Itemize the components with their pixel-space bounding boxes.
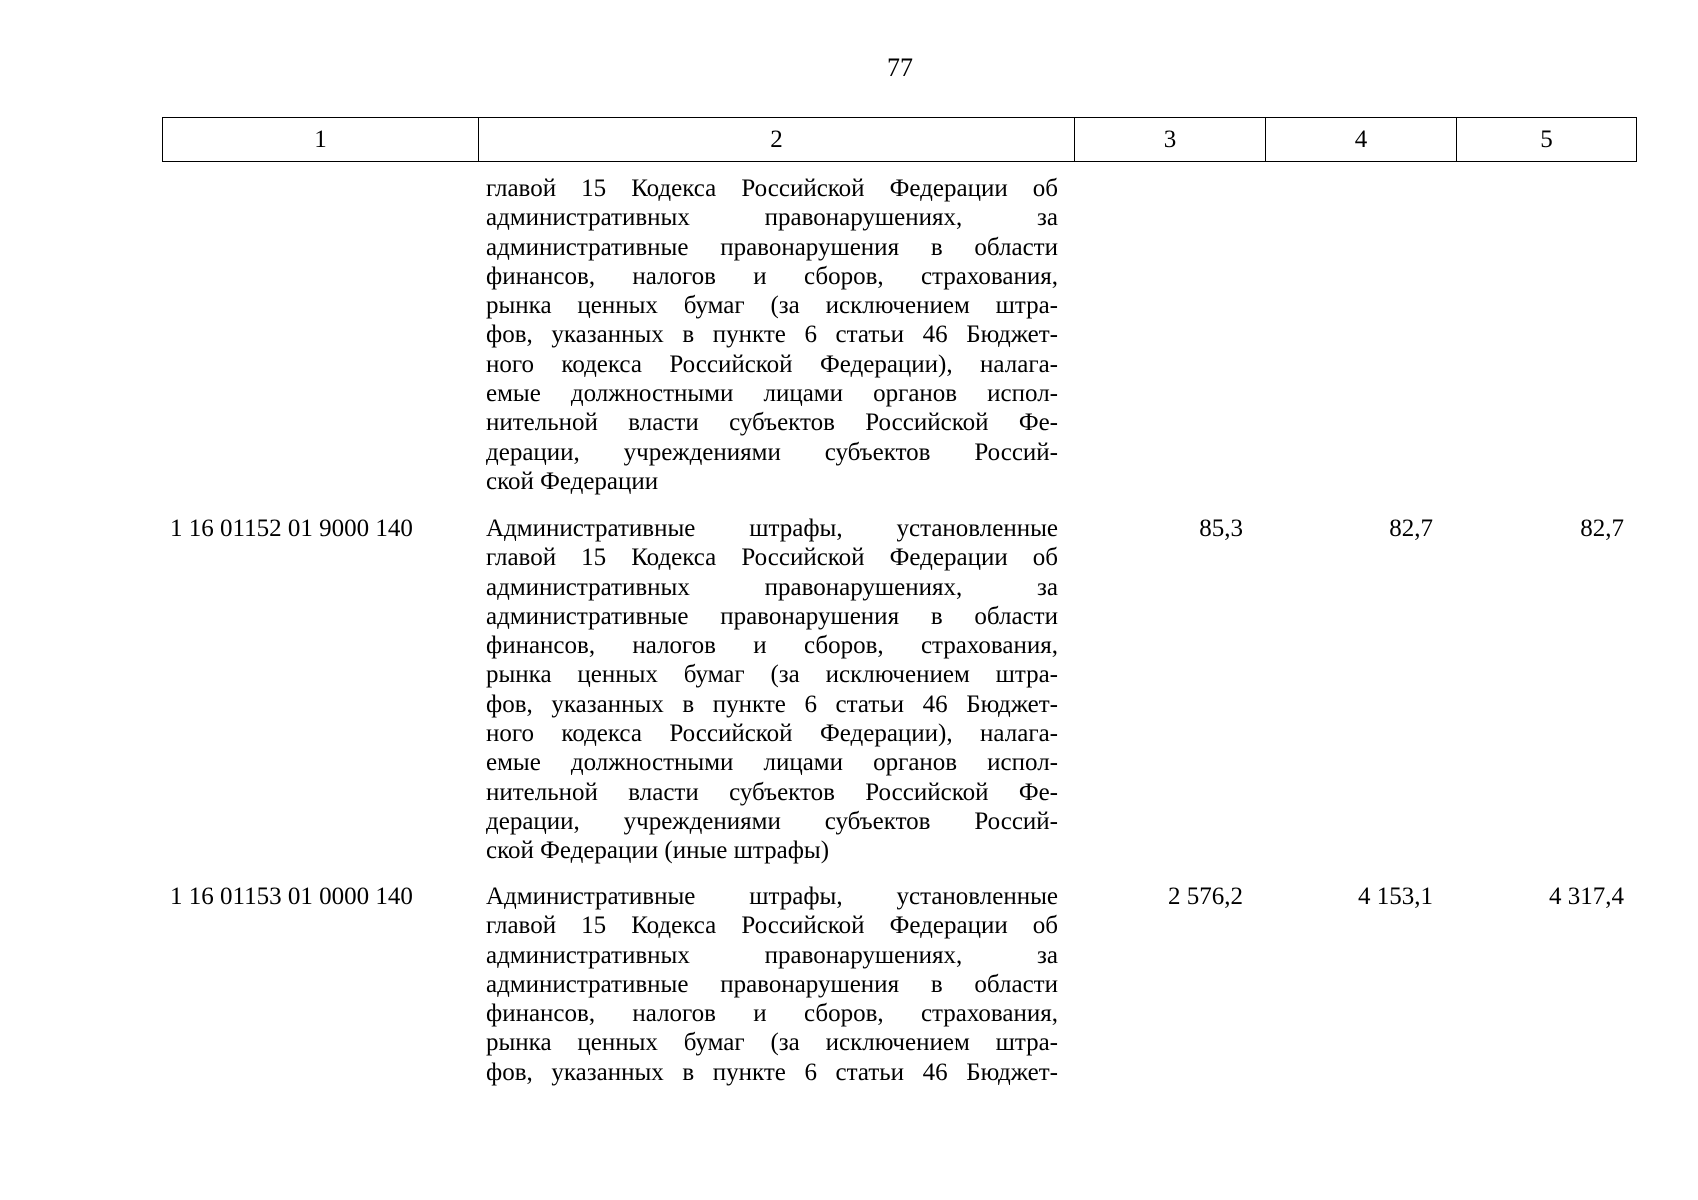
budget-code: 1 16 01153 01 0000 140 (170, 883, 413, 910)
column-header-1: 1 (163, 118, 479, 162)
desc-line: административных правонарушениях, за (486, 204, 1058, 232)
value-col4: 82,7 (1389, 515, 1433, 542)
desc-line: дерации, учреждениями субъектов Россий- (486, 438, 1058, 466)
desc-line: ской Федерации (486, 467, 659, 495)
desc-line: финансов, налогов и сборов, страхования, (486, 1000, 1058, 1028)
desc-line: ного кодекса Российской Федерации), налага- (486, 350, 1058, 378)
desc-line: Административные штрафы, установленные (486, 883, 1058, 910)
value-col5: 4 317,4 (1549, 883, 1624, 910)
desc-line: рынка ценных бумаг (за исключением штра- (486, 661, 1058, 689)
desc-line: фов, указанных в пункте 6 статьи 46 Бюджет- (486, 690, 1058, 718)
desc-line: финансов, налогов и сборов, страхования, (486, 632, 1058, 660)
column-header-3: 3 (1075, 118, 1266, 162)
desc-line: административные правонарушения в области (486, 233, 1058, 261)
value-col5: 82,7 (1580, 515, 1624, 542)
desc-line: емые должностными лицами органов испол- (486, 380, 1058, 408)
page-number: 77 (887, 53, 913, 82)
value-col3: 85,3 (1199, 515, 1243, 542)
desc-line: фов, указанных в пункте 6 статьи 46 Бюджет- (486, 321, 1058, 349)
desc-line: административных правонарушениях, за (486, 941, 1058, 969)
row-description (486, 514, 1058, 866)
desc-line: административные правонарушения в области (486, 602, 1058, 630)
desc-line: главой 15 Кодекса Российской Федерации об (486, 544, 1058, 572)
column-header-2: 2 (479, 118, 1075, 162)
desc-line: административных правонарушениях, за (486, 573, 1058, 601)
column-header-4: 4 (1266, 118, 1457, 162)
column-header-row (163, 118, 1637, 162)
desc-line: нительной власти субъектов Российской Фе- (486, 778, 1058, 806)
budget-code: 1 16 01152 01 9000 140 (170, 515, 413, 542)
desc-line: главой 15 Кодекса Российской Федерации об (486, 175, 1058, 202)
value-col4: 4 153,1 (1358, 883, 1433, 910)
desc-line: нительной власти субъектов Российской Фе- (486, 409, 1058, 437)
desc-line: финансов, налогов и сборов, страхования, (486, 262, 1058, 290)
value-col3: 2 576,2 (1168, 883, 1243, 910)
desc-line: рынка ценных бумаг (за исключением штра- (486, 1029, 1058, 1057)
desc-line: емые должностными лицами органов испол- (486, 749, 1058, 777)
desc-line: ного кодекса Российской Федерации), налага- (486, 720, 1058, 748)
continuation-description (486, 174, 1058, 496)
column-header-table (162, 117, 1637, 162)
row-description (486, 882, 1058, 1087)
desc-line: дерации, учреждениями субъектов Россий- (486, 807, 1058, 835)
desc-line: фов, указанных в пункте 6 статьи 46 Бюджет- (486, 1058, 1058, 1086)
desc-line: административные правонарушения в области (486, 970, 1058, 998)
desc-line: рынка ценных бумаг (за исключением штра- (486, 292, 1058, 320)
desc-line: Административные штрафы, установленные (486, 515, 1058, 542)
desc-line: главой 15 Кодекса Российской Федерации об (486, 912, 1058, 940)
desc-line: ской Федерации (иные штрафы) (486, 837, 830, 865)
column-header-5: 5 (1457, 118, 1637, 162)
